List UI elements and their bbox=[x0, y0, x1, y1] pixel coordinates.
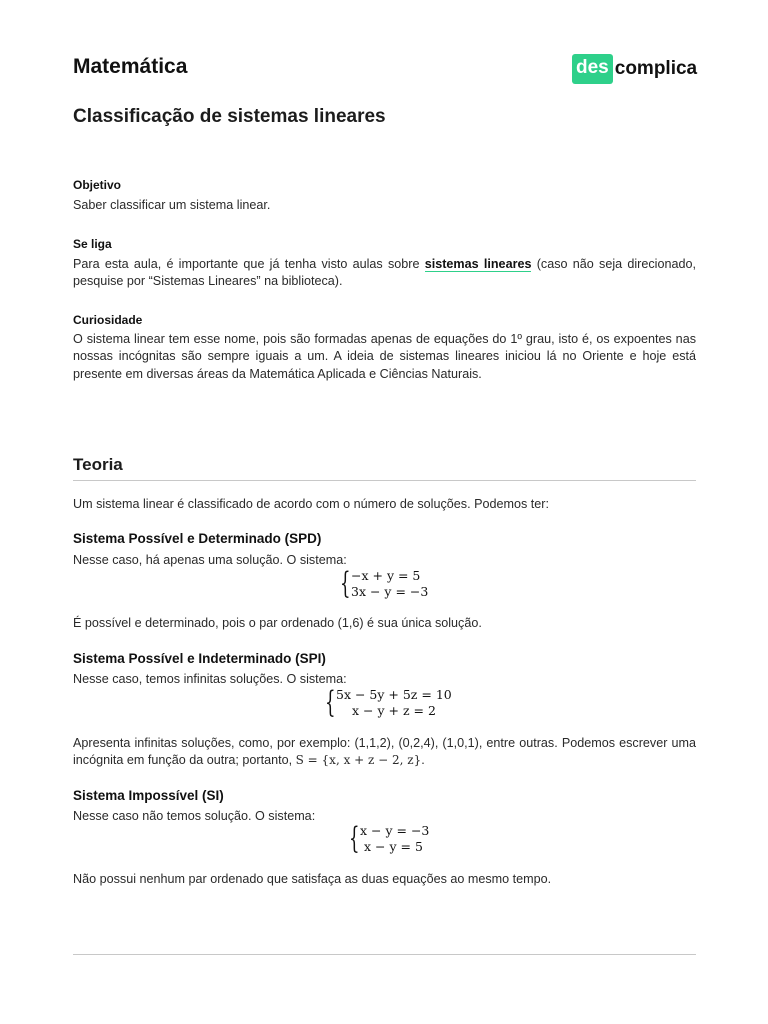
logo-highlight: des bbox=[572, 54, 613, 84]
descomplica-logo bbox=[572, 53, 697, 85]
teoria-intro: Um sistema linear é classificado de acordo com o número de soluções. Podemos ter: bbox=[73, 497, 549, 511]
si-conclusion: Não possui nenhum par ordenado que satisfaça as duas equações ao mesmo tempo. bbox=[73, 872, 552, 886]
objetivo-text: Saber classificar um sistema linear. bbox=[73, 198, 271, 212]
objetivo-label: Objetivo bbox=[73, 178, 122, 192]
spi-title: Sistema Possível e Indeterminado (SPI) bbox=[73, 651, 326, 666]
spi-lead: Nesse caso, temos infinitas soluções. O sistema: bbox=[73, 672, 347, 686]
brace-symbol: { bbox=[340, 565, 351, 601]
spd-equation-1: −x + y = 5 bbox=[351, 568, 421, 583]
teoria-title: Teoria bbox=[73, 455, 123, 474]
brace-symbol: { bbox=[349, 820, 360, 856]
subject-title: Matemática bbox=[73, 55, 188, 78]
brace-symbol: { bbox=[325, 684, 336, 720]
spi-conclusion-text: Apresenta infinitas soluções, como, por exemplo: (1,1,2), (0,2,4), (1,0,1), entre outras. Podemos escrever uma incógnita em função da outra; portanto, bbox=[73, 736, 696, 768]
solution-set: S = {x, x + z − 2, z} bbox=[295, 753, 422, 768]
se-liga-label: Se liga bbox=[73, 237, 112, 251]
si-title: Sistema Impossível (SI) bbox=[73, 788, 224, 803]
se-liga-text bbox=[73, 256, 696, 291]
spd-lead: Nesse caso, há apenas uma solução. O sistema: bbox=[73, 553, 347, 567]
spd-system bbox=[340, 565, 429, 601]
spi-equation-2: x − y + z = 2 bbox=[352, 702, 436, 718]
spd-conclusion: É possível e determinado, pois o par ordenado (1,6) é sua única solução. bbox=[73, 616, 482, 630]
si-equation-1: x − y = −3 bbox=[360, 823, 430, 838]
spd-title: Sistema Possível e Determinado (SPD) bbox=[73, 531, 322, 546]
si-system bbox=[349, 820, 430, 856]
logo-text: complica bbox=[614, 58, 698, 79]
spi-conclusion-end: . bbox=[421, 753, 425, 768]
se-liga-text-after: (caso não seja direcionado, pesquise por “Sistemas Lineares” na biblioteca). bbox=[73, 257, 696, 289]
si-equation-2: x − y = 5 bbox=[364, 838, 423, 854]
curiosidade-label: Curiosidade bbox=[73, 313, 143, 327]
se-liga-text-before: Para esta aula, é importante que já tenha visto aulas sobre bbox=[73, 257, 425, 271]
spi-equation-1: 5x − 5y + 5z = 10 bbox=[336, 687, 452, 702]
sistemas-lineares-link[interactable]: sistemas lineares bbox=[424, 257, 532, 271]
spi-conclusion bbox=[73, 735, 696, 770]
teoria-divider bbox=[73, 480, 696, 481]
curiosidade-text: O sistema linear tem esse nome, pois são formadas apenas de equações do 1º grau, isto é, os expoentes nas nossas incógnitas são sempre iguais a um. A ideia de sistemas lineares iniciou lá no Oriente e hoje está presente em diversas áreas da Matemática Aplicada e Ciências Naturais. bbox=[73, 332, 696, 381]
footer-divider bbox=[73, 954, 696, 955]
spd-equation-2: 3x − y = −3 bbox=[351, 583, 429, 599]
lesson-title: Classificação de sistemas lineares bbox=[73, 106, 386, 127]
si-lead: Nesse caso não temos solução. O sistema: bbox=[73, 809, 316, 823]
document-page bbox=[73, 0, 696, 1024]
spi-system bbox=[325, 684, 452, 720]
